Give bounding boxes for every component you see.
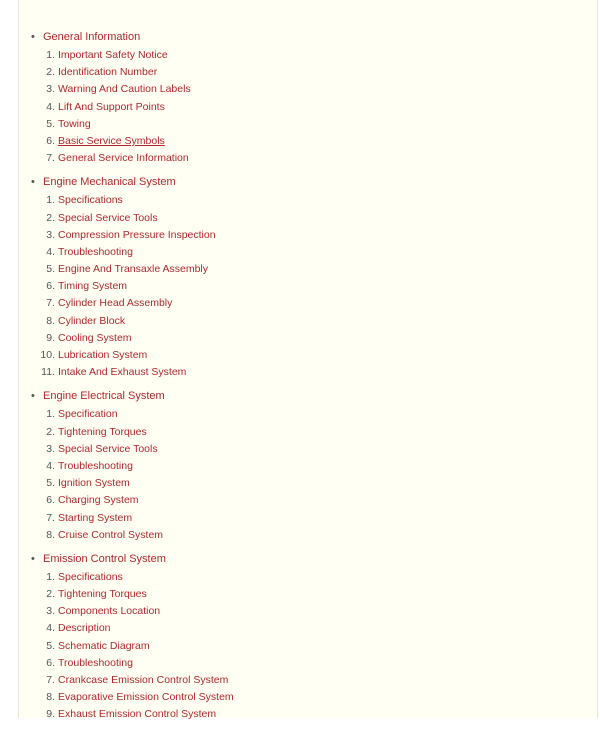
toc-section	[19, 172, 597, 381]
item-number: 2.	[46, 588, 55, 601]
list-item	[19, 192, 597, 209]
list-item	[19, 527, 597, 544]
list-item	[19, 347, 597, 364]
list-item	[19, 569, 597, 586]
list-item	[19, 492, 597, 509]
item-number: 2.	[46, 211, 55, 224]
section-heading[interactable]	[19, 27, 597, 47]
list-item	[19, 278, 597, 295]
list-item	[19, 510, 597, 527]
item-number: 6.	[46, 280, 55, 293]
list-item	[19, 586, 597, 603]
section-title[interactable]: Emission Control System	[43, 552, 166, 565]
list-item	[19, 64, 597, 81]
item-number: 3.	[46, 442, 55, 455]
item-link[interactable]: Special Service Tools	[58, 211, 158, 224]
table-of-contents	[19, 27, 597, 729]
item-link[interactable]: Engine And Transaxle Assembly	[58, 263, 209, 276]
item-link[interactable]: Schematic Diagram	[58, 639, 150, 652]
item-number: 8.	[46, 528, 55, 541]
list-item	[19, 620, 597, 637]
item-link[interactable]: Crankcase Emission Control System	[58, 674, 229, 686]
item-number: 7.	[46, 674, 55, 686]
item-link[interactable]: Troubleshooting	[58, 656, 133, 669]
item-link[interactable]: Troubleshooting	[58, 459, 133, 472]
list-item	[19, 364, 597, 381]
item-number: 7.	[46, 297, 55, 310]
item-number: 1.	[46, 570, 55, 583]
section-title[interactable]: Engine Mechanical System	[43, 176, 176, 189]
item-link[interactable]: Compression Pressure Inspection	[58, 228, 216, 241]
list-item	[19, 638, 597, 655]
item-number: 4.	[46, 459, 55, 472]
item-number: 8.	[46, 691, 55, 704]
toc-section	[19, 386, 597, 544]
item-number: 9.	[46, 708, 55, 721]
item-link[interactable]: Identification Number	[58, 66, 158, 79]
item-link[interactable]: Evaporative Emission Control System	[58, 691, 234, 704]
item-number: 9.	[46, 331, 55, 344]
item-number: 5.	[46, 639, 55, 652]
item-link[interactable]: Specifications	[58, 194, 123, 207]
section-title[interactable]: General Information	[43, 31, 141, 43]
item-number: 1.	[46, 194, 55, 207]
item-link[interactable]: Towing	[58, 117, 91, 130]
item-link[interactable]: Basic Service Symbols	[58, 134, 165, 147]
item-link[interactable]: Specification	[58, 408, 118, 421]
item-number: 1.	[46, 408, 55, 421]
list-item	[19, 210, 597, 227]
item-link[interactable]: Specifications	[58, 570, 123, 583]
item-number: 6.	[46, 494, 55, 507]
item-link[interactable]: Components Location	[58, 605, 161, 618]
section-title[interactable]: Engine Electrical System	[43, 390, 165, 403]
item-number: 11.	[41, 366, 55, 379]
section-item-list	[19, 406, 597, 544]
item-link[interactable]: Starting System	[58, 511, 133, 524]
list-item	[19, 227, 597, 244]
list-item	[19, 116, 597, 133]
list-item	[19, 295, 597, 312]
section-item-list	[19, 47, 597, 167]
list-item	[19, 313, 597, 330]
item-number: 3.	[46, 83, 55, 96]
item-number: 5.	[46, 263, 55, 276]
section-item-list	[19, 569, 597, 724]
bullet-icon: •	[31, 552, 35, 565]
toc-section	[19, 549, 597, 724]
list-item	[19, 603, 597, 620]
item-link[interactable]: Cylinder Head Assembly	[58, 297, 173, 310]
bullet-icon: •	[31, 31, 35, 43]
list-item	[19, 150, 597, 167]
list-item	[19, 441, 597, 458]
list-item	[19, 47, 597, 64]
item-link[interactable]: Warning And Caution Labels	[58, 83, 191, 96]
item-number: 10.	[40, 349, 55, 361]
section-heading[interactable]	[19, 386, 597, 406]
item-number: 2.	[46, 425, 55, 438]
item-number: 4.	[46, 245, 55, 258]
item-link[interactable]: Timing System	[58, 280, 128, 293]
list-item	[19, 458, 597, 475]
item-link[interactable]: Ignition System	[58, 477, 130, 490]
item-link[interactable]: Charging System	[58, 494, 139, 507]
content-panel	[18, 0, 598, 721]
list-item	[19, 706, 597, 723]
list-item	[19, 261, 597, 278]
item-link[interactable]: Cooling System	[58, 331, 132, 344]
item-number: 8.	[46, 314, 55, 327]
item-number: 6.	[46, 134, 55, 147]
toc-section	[19, 27, 597, 167]
item-number: 7.	[46, 511, 55, 524]
list-item	[19, 81, 597, 98]
item-link[interactable]: General Service Information	[58, 152, 189, 165]
bullet-icon: •	[31, 390, 35, 403]
list-item	[19, 475, 597, 492]
list-item	[19, 424, 597, 441]
item-number: 4.	[46, 622, 55, 635]
item-link[interactable]: Exhaust Emission Control System	[58, 708, 217, 721]
section-heading[interactable]	[19, 549, 597, 569]
list-item	[19, 133, 597, 150]
item-link[interactable]: Lift And Support Points	[58, 100, 165, 113]
item-number: 3.	[46, 228, 55, 241]
list-item	[19, 655, 597, 672]
list-item	[19, 406, 597, 423]
item-number: 1.	[46, 49, 55, 61]
item-link[interactable]: Important Safety Notice	[58, 49, 168, 61]
item-link[interactable]: Troubleshooting	[58, 245, 133, 258]
item-number: 7.	[46, 152, 55, 165]
item-link[interactable]: Cylinder Block	[58, 314, 126, 327]
list-item	[19, 99, 597, 116]
item-link[interactable]: Special Service Tools	[58, 442, 158, 455]
item-link[interactable]: Cruise Control System	[58, 528, 164, 541]
section-heading[interactable]	[19, 172, 597, 192]
item-link[interactable]: Lubrication System	[58, 349, 148, 361]
section-item-list	[19, 192, 597, 381]
list-item	[19, 689, 597, 706]
item-number: 5.	[46, 117, 55, 130]
list-item	[19, 330, 597, 347]
item-number: 6.	[46, 656, 55, 669]
bullet-icon: •	[31, 176, 35, 189]
item-link[interactable]: Tightening Torques	[58, 425, 147, 438]
item-link[interactable]: Tightening Torques	[58, 588, 147, 601]
item-number: 2.	[46, 66, 55, 79]
item-number: 3.	[46, 605, 55, 618]
item-link[interactable]: Intake And Exhaust System	[58, 366, 187, 379]
list-item	[19, 672, 597, 689]
list-item	[19, 244, 597, 261]
item-number: 4.	[46, 100, 55, 113]
item-number: 5.	[46, 477, 55, 490]
item-link[interactable]: Description	[58, 622, 111, 635]
